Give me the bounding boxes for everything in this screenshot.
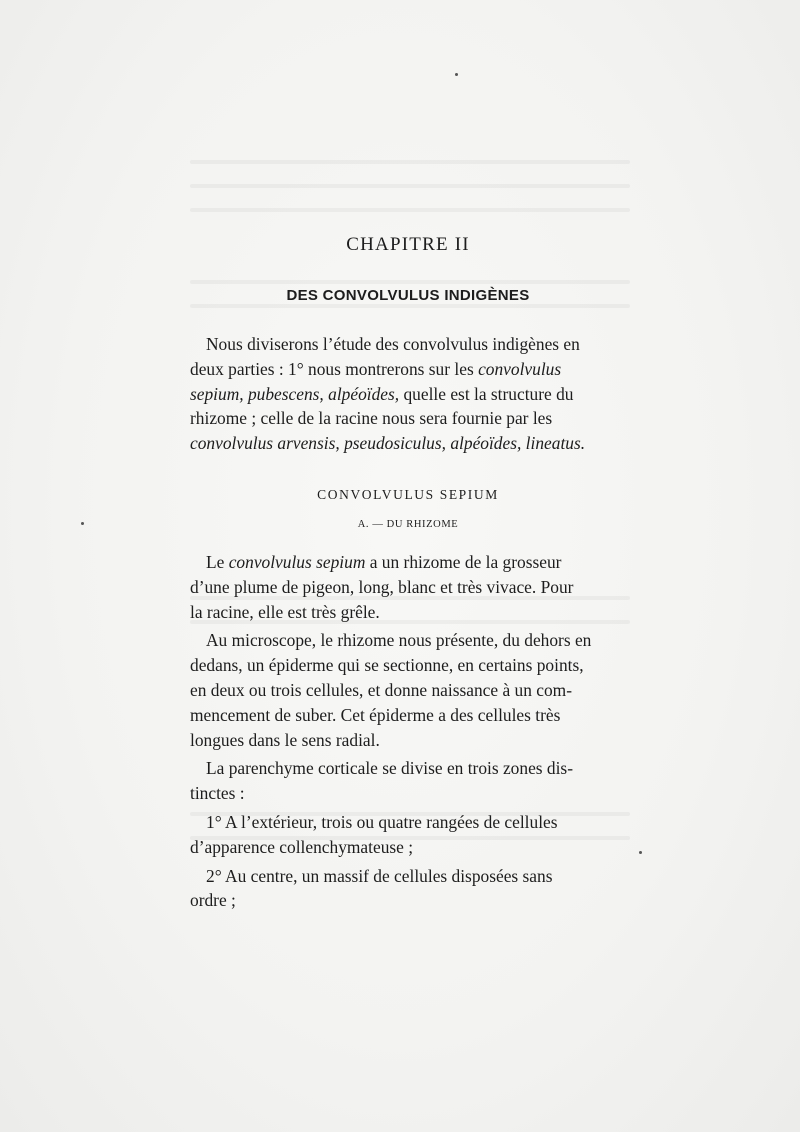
italic-span: convolvulus sepium bbox=[228, 551, 366, 572]
text-line bbox=[190, 382, 626, 407]
text-line: dedans, un épiderme qui se sectionne, en certains points, bbox=[190, 655, 584, 676]
italic-span: convolvulus arvensis, pseudosiculus, alpéoïdes, lineatus. bbox=[190, 433, 586, 454]
ink-speck bbox=[81, 522, 84, 525]
paragraph bbox=[190, 550, 626, 624]
bleed-through bbox=[190, 184, 630, 188]
text-line: longues dans le sens radial. bbox=[190, 729, 380, 750]
italic-span: convolvulus bbox=[478, 358, 562, 379]
text-span: quelle est la structure du bbox=[399, 383, 574, 404]
text-line bbox=[190, 357, 626, 382]
paragraph bbox=[190, 810, 626, 860]
text-column bbox=[190, 232, 626, 913]
text-span: a un rhizome de la grosseur bbox=[365, 551, 562, 572]
text-line: 1° A l’extérieur, trois ou quatre rangées de cellules bbox=[206, 811, 558, 832]
bleed-through bbox=[190, 160, 630, 164]
ink-speck bbox=[455, 73, 458, 76]
subsubheading: A. — DU RHIZOME bbox=[357, 518, 459, 530]
bleed-through bbox=[190, 208, 630, 212]
section-title: DES CONVOLVULUS INDIGÈNES bbox=[286, 287, 530, 304]
text-line: ordre ; bbox=[190, 890, 236, 911]
text-line bbox=[190, 431, 626, 456]
text-line: la racine, elle est très grêle. bbox=[190, 601, 380, 622]
text-line: d’apparence collenchymateuse ; bbox=[190, 836, 414, 857]
subheading: CONVOLVULUS SEPIUM bbox=[317, 486, 499, 502]
text-span: Le bbox=[206, 551, 229, 572]
paragraph bbox=[190, 756, 626, 806]
chapter-heading: CHAPITRE II bbox=[346, 234, 470, 255]
text-line: d’une plume de pigeon, long, blanc et très vivace. Pour bbox=[190, 576, 574, 597]
intro-paragraph bbox=[190, 332, 626, 456]
paragraph bbox=[190, 628, 626, 752]
text-line: tinctes : bbox=[190, 783, 245, 804]
text-line: mencement de suber. Cet épiderme a des cellules très bbox=[190, 704, 561, 725]
text-line: La parenchyme corticale se divise en trois zones dis- bbox=[206, 758, 573, 779]
text-line: rhizome ; celle de la racine nous sera fournie par les bbox=[190, 408, 553, 429]
text-line: Nous diviserons l’étude des convolvulus indigènes en bbox=[206, 334, 580, 354]
paragraph bbox=[190, 864, 626, 914]
text-span: deux parties : 1° nous montrerons sur les bbox=[190, 358, 479, 379]
ink-speck bbox=[639, 851, 642, 854]
text-line: Au microscope, le rhizome nous présente, du dehors en bbox=[206, 630, 592, 651]
text-line: en deux ou trois cellules, et donne naissance à un com- bbox=[190, 679, 572, 700]
text-line bbox=[190, 550, 626, 575]
text-line: 2° Au centre, un massif de cellules disposées sans bbox=[206, 865, 553, 886]
italic-span: sepium, pubescens, alpéoïdes, bbox=[190, 383, 400, 404]
